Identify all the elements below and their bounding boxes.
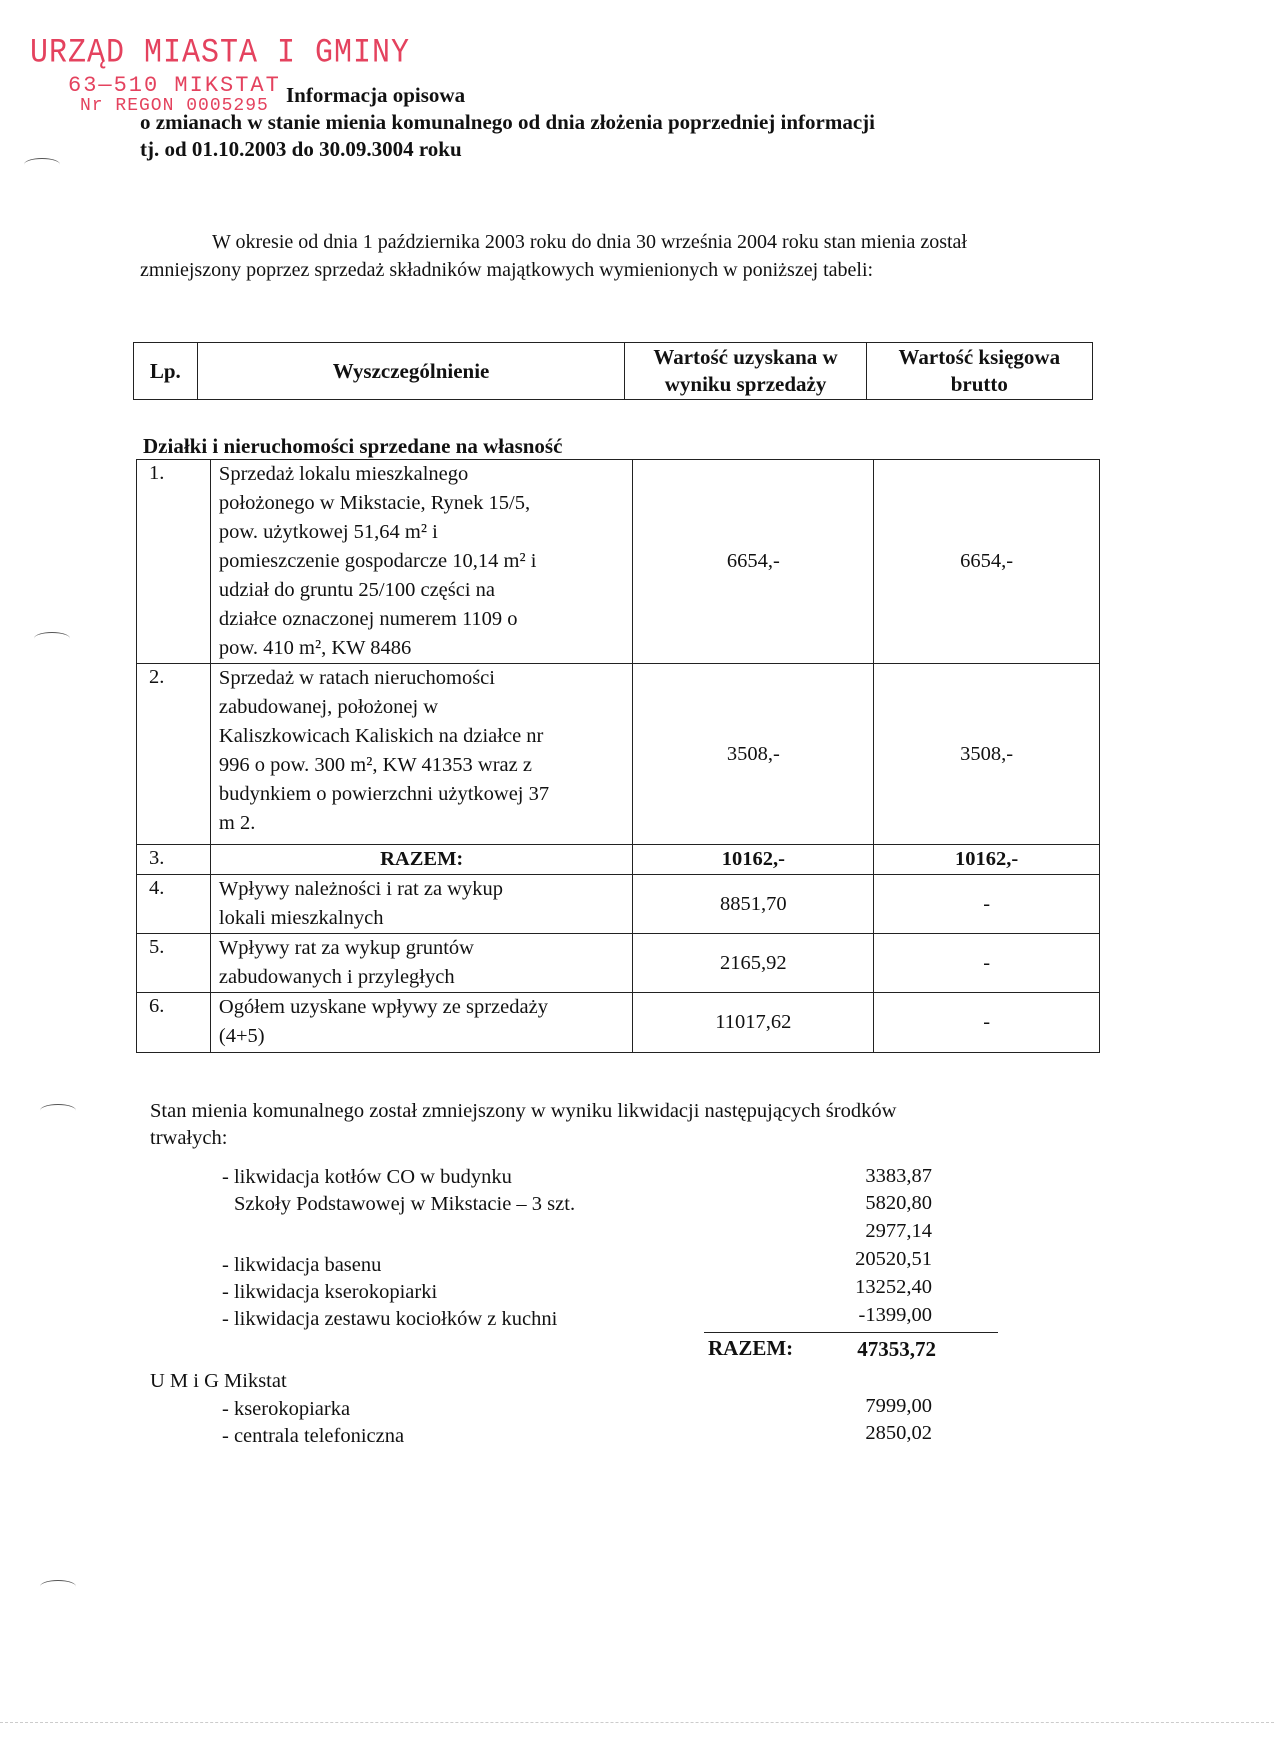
liquidation-intro — [150, 1098, 1090, 1152]
stamp-line-3: Nr REGON 0005295 — [80, 95, 269, 116]
row-description-line: pow. użytkowej 51,64 m² i — [218, 521, 438, 543]
punch-mark — [24, 158, 60, 171]
row-book-value: 6654,- — [874, 460, 1100, 664]
row-description-line: zabudowanych i przyległych — [218, 966, 455, 988]
row-value-obtained: 10162,- — [633, 845, 874, 875]
table-header — [133, 342, 1093, 400]
header-book-value-line-1: Wartość księgowa — [898, 345, 1061, 369]
row-book-value: - — [874, 875, 1100, 934]
sales-table — [136, 459, 1100, 1053]
liquidation-value: 3383,87 — [865, 1165, 932, 1187]
heading-line-2: o zmianach w stanie mienia komunalnego od dnia złożenia poprzedniej informacji — [140, 110, 875, 134]
liquidation-total-label: RAZEM: — [708, 1336, 794, 1360]
liquidation-item-1-cont: Szkoły Podstawowej w Mikstacie – 3 szt. — [234, 1193, 576, 1215]
punch-mark — [40, 1104, 76, 1117]
liquidation-item-2: - likwidacja basenu — [222, 1254, 382, 1276]
table-row-total — [137, 845, 1100, 875]
row-book-value: - — [874, 993, 1100, 1053]
row-lp: 3. — [137, 845, 211, 875]
umig-item-2: - centrala telefoniczna — [222, 1425, 405, 1447]
row-lp: 5. — [137, 934, 211, 993]
row-description-line: budynkiem o powierzchni użytkowej 37 — [218, 783, 550, 805]
row-description — [210, 664, 633, 845]
row-lp: 4. — [137, 875, 211, 934]
row-description — [210, 460, 633, 664]
row-description-line: (4+5) — [218, 1025, 265, 1047]
row-description-line: działce oznaczonej numerem 1109 o — [218, 608, 518, 630]
stamp-line-2: 63—510 MIKSTAT — [68, 72, 281, 98]
row-description-line: Sprzedaż w ratach nieruchomości — [218, 667, 495, 689]
total-rule — [704, 1332, 998, 1333]
page-edge — [0, 1722, 1274, 1723]
liquidation-value: 2977,14 — [865, 1220, 932, 1242]
header-book-value-line-2: brutto — [950, 372, 1008, 396]
row-description — [210, 934, 633, 993]
punch-mark — [40, 1580, 76, 1593]
row-value-obtained: 8851,70 — [633, 875, 874, 934]
liquidation-intro-line-1: Stan mienia komunalnego został zmniejszony w wyniku likwidacji następujących środków — [150, 1100, 897, 1122]
row-description-line: pomieszczenie gospodarcze 10,14 m² i — [218, 550, 537, 572]
row-value-obtained: 6654,- — [633, 460, 874, 664]
row-description-line: udział do gruntu 25/100 części na — [218, 579, 496, 601]
row-description-line: 996 o pow. 300 m², KW 41353 wraz z — [218, 754, 532, 776]
row-lp: 6. — [137, 993, 211, 1053]
row-description-line: położonego w Mikstacie, Rynek 15/5, — [218, 492, 531, 514]
header-value-obtained-line-1: Wartość uzyskana w — [653, 345, 838, 369]
header-book-value — [866, 343, 1092, 400]
intro-paragraph: W okresie od dnia 1 października 2003 roku do dnia 30 września 2004 roku stan mienia został zmniejszony poprzez sprzedaż składników majątkowych wymienionych w poniższej tabeli: — [140, 231, 967, 281]
row-description-line: m 2. — [218, 812, 256, 834]
liquidation-value: -1399,00 — [858, 1304, 932, 1326]
umig-value-2: 2850,02 — [865, 1422, 932, 1444]
stamp-line-1: URZĄD MIASTA I GMINY — [30, 33, 411, 73]
umig-title: U M i G Mikstat — [150, 1370, 287, 1392]
row-description-line: Sprzedaż lokalu mieszkalnego — [218, 463, 469, 485]
table-row — [137, 460, 1100, 664]
row-description-line: pow. 410 m², KW 8486 — [218, 637, 412, 659]
row-value-obtained: 3508,- — [633, 664, 874, 845]
row-value-obtained: 11017,62 — [633, 993, 874, 1053]
section-title: Działki i nieruchomości sprzedane na własność — [143, 434, 563, 458]
liquidation-value: 5820,80 — [865, 1192, 932, 1214]
table-row — [137, 875, 1100, 934]
umig-item-1: - kserokopiarka — [222, 1398, 351, 1420]
header-value-obtained — [625, 343, 866, 400]
umig-value-1: 7999,00 — [865, 1395, 932, 1417]
row-description-line: Kaliszkowicach Kaliskich na działce nr — [218, 725, 544, 747]
row-book-value: - — [874, 934, 1100, 993]
document-heading — [140, 82, 875, 163]
row-book-value: 10162,- — [874, 845, 1100, 875]
liquidation-item-3: - likwidacja kserokopiarki — [222, 1281, 438, 1303]
header-description: Wyszczególnienie — [197, 343, 625, 400]
heading-line-1: Informacja opisowa — [286, 83, 466, 107]
punch-mark — [34, 632, 70, 645]
row-description: RAZEM: — [210, 845, 633, 875]
row-lp: 2. — [137, 664, 211, 845]
liquidation-item-4: - likwidacja zestawu kociołków z kuchni — [222, 1308, 558, 1330]
header-value-obtained-line-2: wyniku sprzedaży — [664, 372, 827, 396]
liquidation-item-1: - likwidacja kotłów CO w budynku — [222, 1166, 512, 1188]
row-description-line: Wpływy należności i rat za wykup — [218, 878, 503, 900]
row-description-line: Ogółem uzyskane wpływy ze sprzedaży — [218, 996, 548, 1018]
liquidation-value: 13252,40 — [855, 1276, 932, 1298]
row-description-line: zabudowanej, położonej w — [218, 696, 439, 718]
table-row — [137, 934, 1100, 993]
row-description-line: lokali mieszkalnych — [218, 907, 384, 929]
liquidation-value: 20520,51 — [855, 1248, 932, 1270]
row-value-obtained: 2165,92 — [633, 934, 874, 993]
header-lp: Lp. — [134, 343, 198, 400]
liquidation-total-value: 47353,72 — [857, 1337, 936, 1361]
row-book-value: 3508,- — [874, 664, 1100, 845]
row-description-line: Wpływy rat za wykup gruntów — [218, 937, 474, 959]
table-row — [137, 993, 1100, 1053]
row-description — [210, 875, 633, 934]
row-lp: 1. — [137, 460, 211, 664]
row-description — [210, 993, 633, 1053]
heading-line-3: tj. od 01.10.2003 do 30.09.3004 roku — [140, 137, 462, 161]
table-row — [137, 664, 1100, 845]
liquidation-intro-line-2: trwałych: — [150, 1127, 228, 1149]
